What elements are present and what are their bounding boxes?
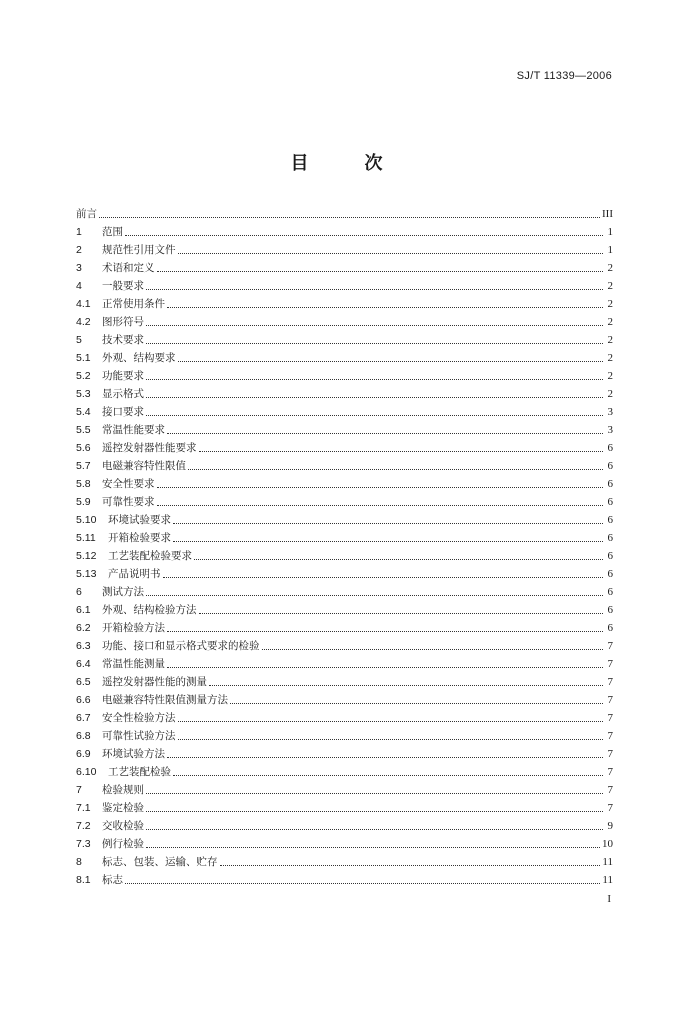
toc-entry[interactable] [76, 815, 613, 833]
toc-leader-dots [178, 361, 604, 362]
toc-entry-page: 7 [607, 658, 613, 670]
toc-leader-dots [209, 685, 603, 686]
toc-entry-number: 6 [76, 586, 82, 598]
toc-entry[interactable] [76, 653, 613, 671]
toc-entry-page: 10 [602, 838, 613, 850]
toc-entry[interactable] [76, 851, 613, 869]
toc-entry-page: 2 [607, 370, 613, 382]
toc-entry-page: 7 [607, 694, 613, 706]
toc-entry-page: 2 [607, 280, 613, 292]
toc-entry[interactable] [76, 689, 613, 707]
toc-leader-dots [173, 775, 603, 776]
toc-entry[interactable] [76, 617, 613, 635]
toc-entry-page: 6 [607, 622, 613, 634]
toc-entry-number: 4 [76, 280, 82, 292]
toc-leader-dots [167, 757, 603, 758]
toc-entry-title: 技术要求 [102, 334, 144, 346]
toc-entry-title: 一般要求 [102, 280, 144, 292]
toc-leader-dots [178, 253, 604, 254]
toc-entry-title: 前言 [76, 208, 97, 220]
toc-entry-title: 鉴定检验 [102, 802, 144, 814]
toc-entry-number: 6.4 [76, 658, 91, 670]
toc-entry-page: 7 [607, 640, 613, 652]
toc-entry-title: 常温性能测量 [102, 658, 165, 670]
toc-entry-number: 6.6 [76, 694, 91, 706]
toc-entry[interactable] [76, 257, 613, 275]
toc-entry-number: 5.1 [76, 352, 91, 364]
table-of-contents [76, 203, 613, 887]
toc-entry-page: 2 [607, 262, 613, 274]
toc-entry[interactable] [76, 545, 613, 563]
toc-entry-page: III [602, 208, 613, 220]
toc-entry-number: 4.2 [76, 316, 91, 328]
toc-entry-number: 5.5 [76, 424, 91, 436]
toc-entry-page: 2 [607, 334, 613, 346]
toc-entry-number: 5.12 [76, 550, 97, 562]
toc-entry-number: 5.9 [76, 496, 91, 508]
toc-entry-page: 6 [607, 496, 613, 508]
toc-leader-dots [194, 559, 603, 560]
toc-entry[interactable] [76, 797, 613, 815]
toc-leader-dots [220, 865, 601, 866]
toc-entry-title: 开箱检验方法 [102, 622, 165, 634]
toc-entry-number: 5.13 [76, 568, 97, 580]
toc-leader-dots [146, 811, 603, 812]
toc-leader-dots [125, 883, 600, 884]
toc-entry[interactable] [76, 203, 613, 221]
toc-entry-title: 范围 [102, 226, 123, 238]
toc-entry-title: 遥控发射器性能要求 [102, 442, 197, 454]
toc-entry-number: 5.10 [76, 514, 97, 526]
toc-entry-page: 7 [607, 784, 613, 796]
toc-entry-title: 功能、接口和显示格式要求的检验 [102, 640, 260, 652]
toc-entry-title: 外观、结构检验方法 [102, 604, 197, 616]
toc-entry-number: 5 [76, 334, 82, 346]
toc-entry-title: 电磁兼容特性限值 [102, 460, 186, 472]
toc-entry-title: 工艺装配检验 [108, 766, 171, 778]
toc-entry[interactable] [76, 833, 613, 851]
toc-entry[interactable] [76, 509, 613, 527]
toc-entry-number: 6.9 [76, 748, 91, 760]
toc-entry[interactable] [76, 779, 613, 797]
toc-entry-number: 5.11 [76, 532, 96, 544]
toc-leader-dots [157, 487, 604, 488]
toc-leader-dots [146, 415, 603, 416]
toc-entry-number: 6.2 [76, 622, 91, 634]
toc-entry-page: 6 [607, 514, 613, 526]
toc-leader-dots [199, 613, 604, 614]
toc-leader-dots [178, 739, 604, 740]
toc-entry-title: 功能要求 [102, 370, 144, 382]
toc-leader-dots [146, 595, 603, 596]
toc-entry[interactable] [76, 671, 613, 689]
toc-entry-title: 常温性能要求 [102, 424, 165, 436]
toc-entry-title: 安全性检验方法 [102, 712, 176, 724]
toc-entry-title: 交收检验 [102, 820, 144, 832]
toc-leader-dots [146, 379, 603, 380]
toc-entry-title: 开箱检验要求 [108, 532, 171, 544]
toc-leader-dots [188, 469, 603, 470]
toc-entry-page: 6 [607, 478, 613, 490]
toc-entry-title: 测试方法 [102, 586, 144, 598]
toc-entry-title: 可靠性要求 [102, 496, 155, 508]
toc-entry-title: 接口要求 [102, 406, 144, 418]
toc-leader-dots [173, 541, 603, 542]
toc-entry-number: 5.7 [76, 460, 91, 472]
toc-entry-page: 6 [607, 442, 613, 454]
toc-leader-dots [99, 217, 600, 218]
toc-entry-number: 7 [76, 784, 82, 796]
toc-entry-title: 遥控发射器性能的测量 [102, 676, 207, 688]
toc-entry-page: 6 [607, 532, 613, 544]
toc-entry-title: 外观、结构要求 [102, 352, 176, 364]
toc-entry-page: 7 [607, 730, 613, 742]
toc-leader-dots [146, 847, 600, 848]
toc-entry-title: 产品说明书 [108, 568, 161, 580]
toc-entry-page: 6 [607, 586, 613, 598]
toc-leader-dots [146, 829, 603, 830]
toc-entry-title: 安全性要求 [102, 478, 155, 490]
toc-leader-dots [262, 649, 604, 650]
toc-entry-page: 6 [607, 460, 613, 472]
toc-entry-title: 正常使用条件 [102, 298, 165, 310]
toc-leader-dots [167, 667, 603, 668]
toc-entry-page: 1 [607, 244, 613, 256]
toc-entry-page: 2 [607, 388, 613, 400]
toc-entry[interactable] [76, 419, 613, 437]
toc-entry-page: 9 [607, 820, 613, 832]
page-number: I [607, 893, 611, 905]
toc-entry-number: 5.2 [76, 370, 91, 382]
toc-entry[interactable] [76, 401, 613, 419]
toc-leader-dots [146, 793, 603, 794]
toc-leader-dots [146, 289, 603, 290]
toc-entry[interactable] [76, 761, 613, 779]
toc-entry-page: 2 [607, 352, 613, 364]
toc-entry[interactable] [76, 329, 613, 347]
toc-entry-number: 5.6 [76, 442, 91, 454]
toc-entry-page: 7 [607, 676, 613, 688]
toc-entry-page: 6 [607, 568, 613, 580]
toc-entry-page: 11 [602, 856, 613, 868]
toc-entry-page: 7 [607, 802, 613, 814]
toc-entry-page: 6 [607, 604, 613, 616]
toc-entry-number: 6.3 [76, 640, 91, 652]
toc-entry[interactable] [76, 563, 613, 581]
toc-entry-title: 术语和定义 [102, 262, 155, 274]
toc-entry-page: 1 [607, 226, 613, 238]
toc-entry[interactable] [76, 599, 613, 617]
toc-entry[interactable] [76, 365, 613, 383]
toc-entry-page: 11 [602, 874, 613, 886]
toc-entry-title: 例行检验 [102, 838, 144, 850]
toc-leader-dots [167, 307, 603, 308]
toc-entry-page: 3 [607, 406, 613, 418]
toc-entry-page: 2 [607, 316, 613, 328]
page-title: 目次 [290, 153, 439, 174]
toc-leader-dots [146, 397, 603, 398]
toc-entry-number: 7.2 [76, 820, 91, 832]
toc-entry-title: 标志、包装、运输、贮存 [102, 856, 218, 868]
toc-entry-title: 可靠性试验方法 [102, 730, 176, 742]
toc-leader-dots [146, 325, 603, 326]
toc-entry[interactable] [76, 347, 613, 365]
toc-entry-page: 2 [607, 298, 613, 310]
toc-entry[interactable] [76, 635, 613, 653]
toc-entry-number: 6.10 [76, 766, 97, 778]
toc-leader-dots [125, 235, 603, 236]
toc-entry[interactable] [76, 869, 613, 887]
toc-entry-title: 规范性引用文件 [102, 244, 176, 256]
standard-code: SJ/T 11339—2006 [516, 70, 612, 82]
toc-leader-dots [199, 451, 604, 452]
toc-entry[interactable] [76, 491, 613, 509]
toc-entry-title: 电磁兼容特性限值测量方法 [102, 694, 228, 706]
toc-entry[interactable] [76, 455, 613, 473]
toc-entry-number: 3 [76, 262, 82, 274]
toc-entry[interactable] [76, 293, 613, 311]
toc-entry-number: 6.5 [76, 676, 91, 688]
toc-entry-title: 图形符号 [102, 316, 144, 328]
toc-entry-number: 4.1 [76, 298, 91, 310]
toc-entry[interactable] [76, 437, 613, 455]
toc-entry-number: 5.8 [76, 478, 91, 490]
toc-leader-dots [173, 523, 603, 524]
toc-entry-number: 5.3 [76, 388, 91, 400]
toc-entry-number: 5.4 [76, 406, 91, 418]
toc-entry[interactable] [76, 275, 613, 293]
toc-entry-number: 2 [76, 244, 82, 256]
toc-entry-number: 7.3 [76, 838, 91, 850]
toc-entry[interactable] [76, 383, 613, 401]
toc-entry[interactable] [76, 239, 613, 257]
toc-entry[interactable] [76, 473, 613, 491]
toc-leader-dots [146, 343, 603, 344]
toc-entry-title: 环境试验要求 [108, 514, 171, 526]
toc-entry[interactable] [76, 743, 613, 761]
toc-entry-title: 标志 [102, 874, 123, 886]
toc-entry-number: 1 [76, 226, 82, 238]
toc-entry[interactable] [76, 707, 613, 725]
toc-leader-dots [167, 631, 603, 632]
toc-leader-dots [178, 721, 604, 722]
toc-entry-number: 6.8 [76, 730, 91, 742]
toc-entry-number: 6.7 [76, 712, 91, 724]
toc-entry-page: 7 [607, 748, 613, 760]
toc-leader-dots [167, 433, 603, 434]
toc-entry-page: 3 [607, 424, 613, 436]
toc-entry[interactable] [76, 725, 613, 743]
toc-entry-title: 环境试验方法 [102, 748, 165, 760]
toc-entry-number: 6.1 [76, 604, 91, 616]
toc-entry[interactable] [76, 527, 613, 545]
toc-entry-page: 7 [607, 766, 613, 778]
toc-entry[interactable] [76, 581, 613, 599]
toc-entry-number: 8 [76, 856, 82, 868]
toc-entry[interactable] [76, 311, 613, 329]
toc-entry-title: 工艺装配检验要求 [108, 550, 192, 562]
toc-leader-dots [157, 505, 604, 506]
toc-entry-number: 7.1 [76, 802, 91, 814]
toc-entry-page: 7 [607, 712, 613, 724]
toc-entry-title: 显示格式 [102, 388, 144, 400]
toc-entry-number: 8.1 [76, 874, 91, 886]
toc-entry-page: 6 [607, 550, 613, 562]
toc-entry[interactable] [76, 221, 613, 239]
toc-leader-dots [157, 271, 604, 272]
toc-leader-dots [163, 577, 604, 578]
toc-leader-dots [230, 703, 603, 704]
toc-entry-title: 检验规则 [102, 784, 144, 796]
